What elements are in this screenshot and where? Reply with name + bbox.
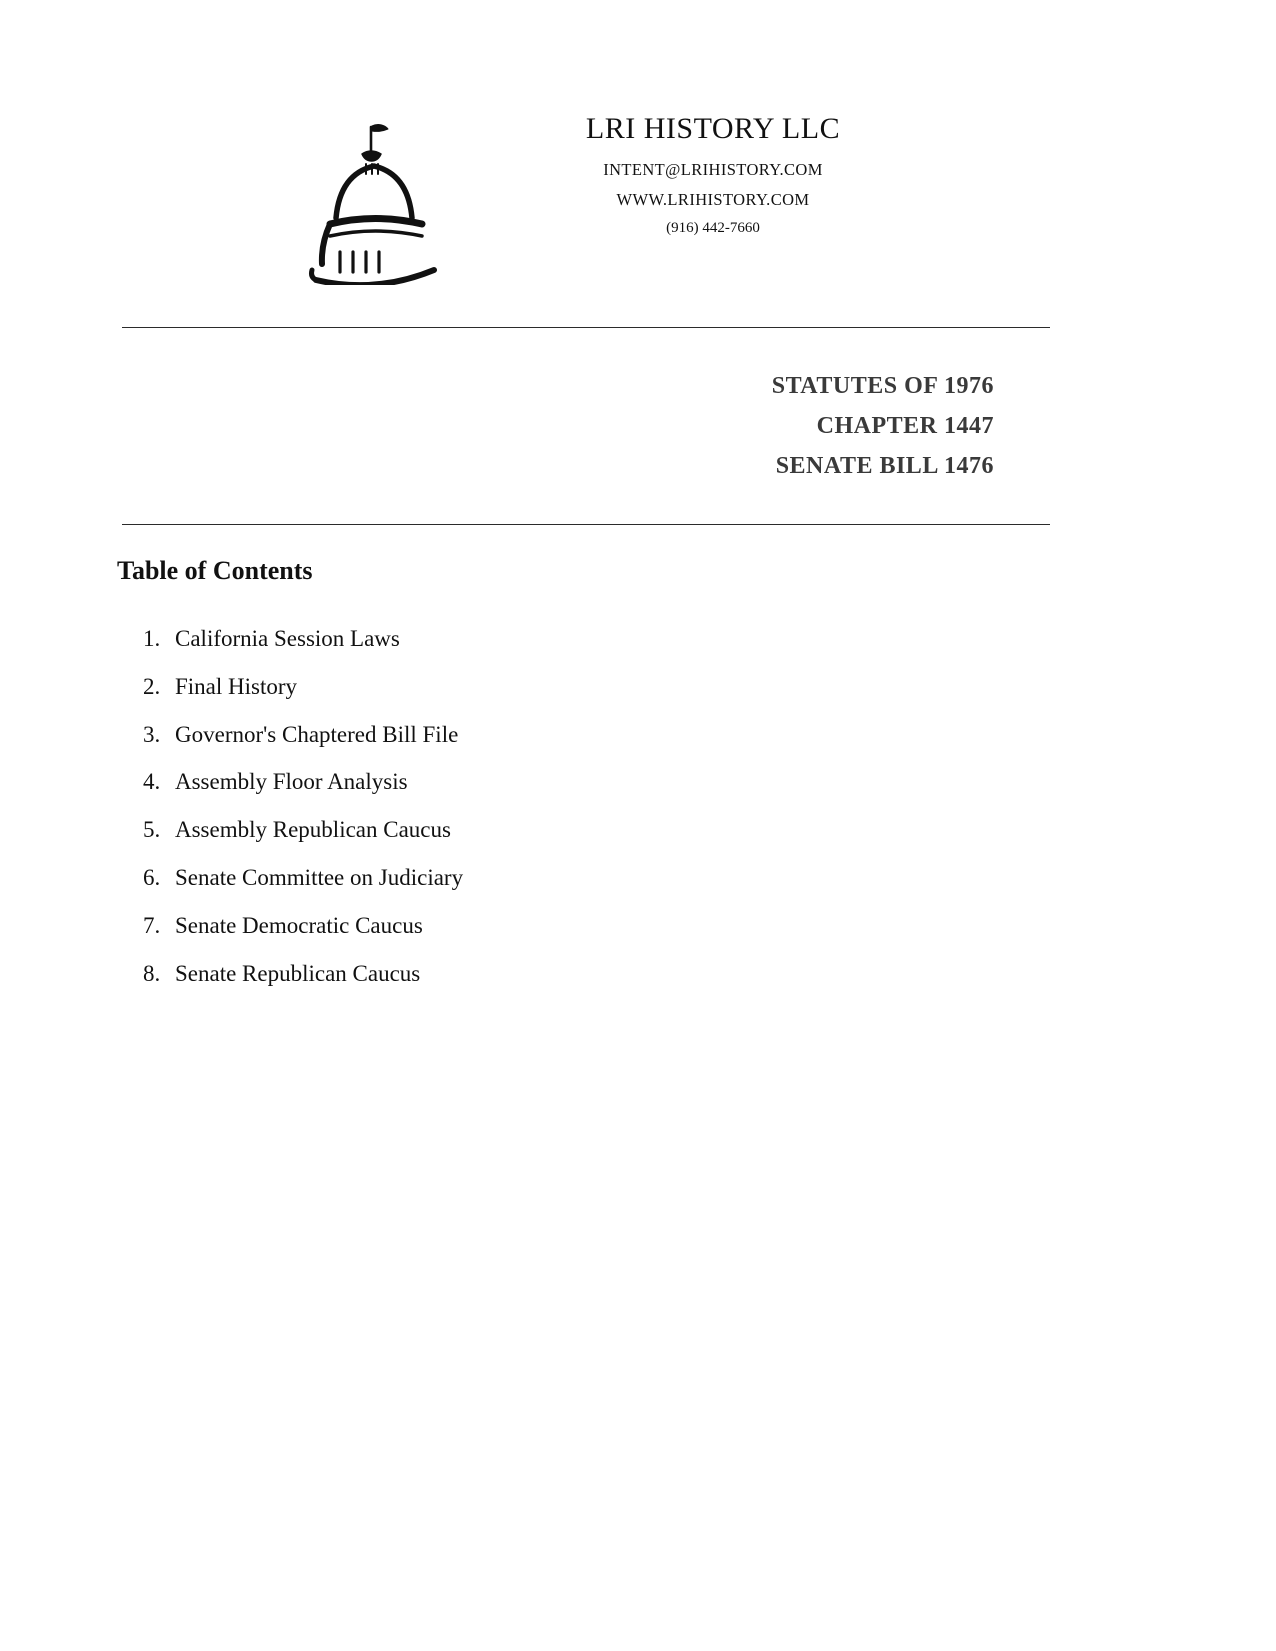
list-item[interactable] xyxy=(117,902,917,950)
toc-item-label: Assembly Floor Analysis xyxy=(175,769,408,795)
toc-item-label: California Session Laws xyxy=(175,626,400,651)
chapter-line: CHAPTER 1447 xyxy=(816,413,994,439)
toc-item-label: Senate Committee on Judiciary xyxy=(175,864,464,890)
toc-heading: Table of Contents xyxy=(117,556,313,585)
org-name: LRI HISTORY LLC xyxy=(585,112,841,145)
divider-bottom xyxy=(122,524,1050,525)
letterhead xyxy=(0,112,1276,285)
toc-item-number: 6. xyxy=(143,864,161,890)
toc-item-number: 5. xyxy=(143,817,161,843)
list-item[interactable] xyxy=(117,663,917,711)
list-item[interactable] xyxy=(117,950,917,998)
toc-item-label: Senate Democratic Caucus xyxy=(175,912,423,938)
toc-item-number: 7. xyxy=(143,912,161,938)
toc-item-number: 8. xyxy=(143,960,161,986)
list-item[interactable] xyxy=(117,711,917,759)
capitol-dome-icon xyxy=(300,120,450,285)
bill-line: SENATE BILL 1476 xyxy=(775,453,994,479)
toc-list xyxy=(117,615,917,997)
toc-item-number: 4. xyxy=(143,769,161,795)
logo xyxy=(290,112,460,285)
toc-item-number: 3. xyxy=(143,721,161,747)
toc-item-label: Assembly Republican Caucus xyxy=(175,817,451,843)
toc-item-label: Final History xyxy=(175,673,298,699)
org-phone: (916) 442-7660 xyxy=(666,220,760,236)
toc-item-number: 1. xyxy=(143,626,161,651)
org-email: INTENT@LRIHISTORY.COM xyxy=(603,160,823,179)
list-item[interactable] xyxy=(117,615,917,663)
org-info xyxy=(488,112,938,237)
list-item[interactable] xyxy=(117,806,917,854)
statutes-line: STATUTES OF 1976 xyxy=(771,373,994,399)
document-title-block xyxy=(122,366,994,486)
list-item[interactable] xyxy=(117,758,917,806)
toc-item-number: 2. xyxy=(143,673,161,699)
divider-top xyxy=(122,327,1050,328)
list-item[interactable] xyxy=(117,854,917,902)
toc-item-label: Governor's Chaptered Bill File xyxy=(175,721,459,747)
toc-item-label: Senate Republican Caucus xyxy=(175,960,421,986)
org-website: WWW.LRIHISTORY.COM xyxy=(616,190,810,209)
